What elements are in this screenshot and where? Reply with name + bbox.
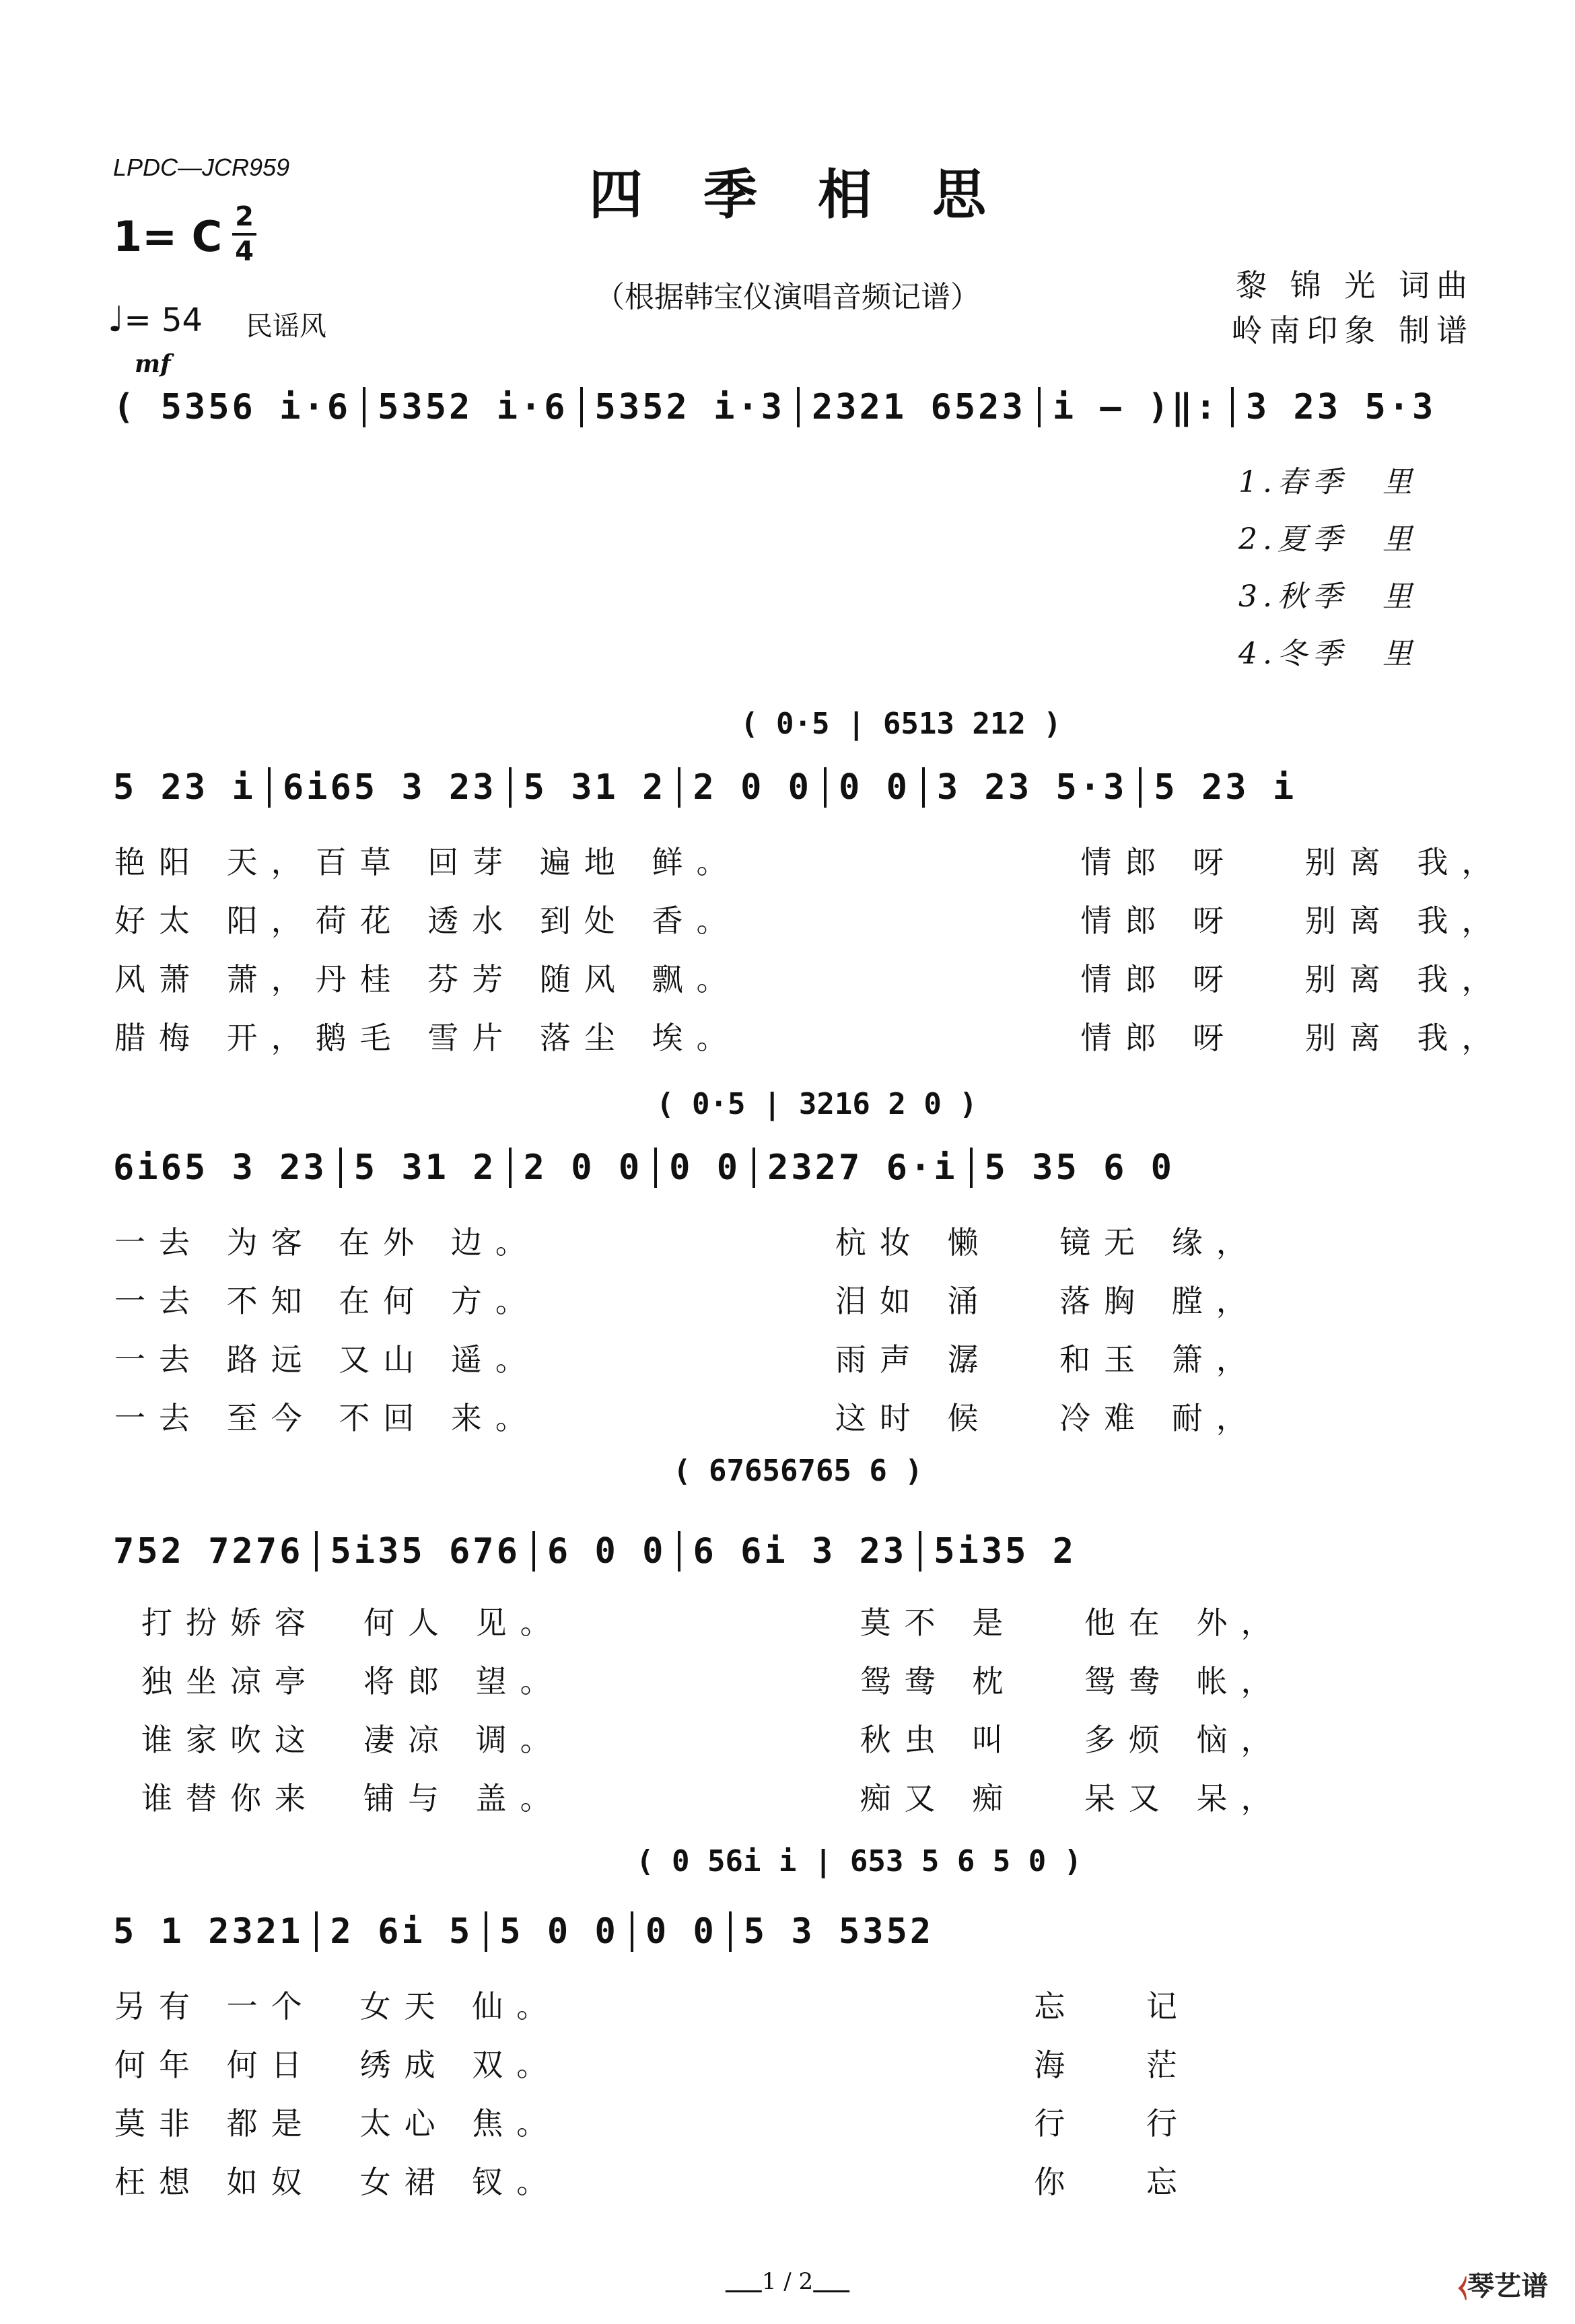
measure: i – )‖:: [1041, 387, 1234, 427]
measure: 5352 i·6: [365, 387, 582, 427]
measure: 2 6i 5: [318, 1911, 487, 1952]
measure: 2 0 0: [512, 1148, 658, 1188]
measure: 0 0: [633, 1911, 732, 1952]
measure: 6i65 3 23: [271, 767, 512, 808]
verse-label: 4.冬季 里: [1238, 637, 1418, 671]
lyric-line: 腊梅 开，鹅毛 雪片 落尘 埃。 情郎 呀 别离 我，: [114, 1020, 1506, 1056]
style-marking: 民谣风: [246, 311, 326, 342]
measure: 3 23 5·3: [925, 767, 1142, 808]
page-number-text: 1 / 2: [761, 2268, 814, 2295]
lyric-line: 艳阳 天，百草 回芽 遍地 鲜。 情郎 呀 别离 我，: [114, 844, 1506, 880]
measure: 6 0 0: [535, 1531, 681, 1572]
measure: 2327 6·i: [755, 1148, 972, 1188]
page-title: 四季相思: [589, 163, 1047, 226]
measure: 3 23 5·3: [1245, 387, 1436, 427]
logo-text: 琴艺谱: [1467, 2271, 1548, 2302]
interlude: ( 0·5 | 3216 2 0 ): [656, 1087, 977, 1121]
measure: 6 6i 3 23: [680, 1531, 921, 1572]
measure: 5 35 6 0: [984, 1148, 1175, 1188]
measure: 6i65 3 23: [101, 1148, 342, 1188]
lyric-line: 莫非 都是 太心 焦。 行 行: [114, 2105, 1191, 2142]
staff-system-1: [101, 387, 1488, 427]
measure: 5 31 2: [342, 1148, 512, 1188]
credit-transcriber: 岭南印象 制谱: [1231, 312, 1474, 349]
measure: 0 0: [827, 767, 925, 808]
lyric-line: 一去 路远 又山 遥。 雨声 潺 和玉 箫，: [114, 1341, 1261, 1378]
measure: 752 7276: [101, 1531, 318, 1572]
logo-mark-icon: ⧼: [1458, 2271, 1467, 2302]
measure: 5 3 5352: [743, 1911, 934, 1952]
lyric-line: 一去 至今 不回 来。 这时 候 冷难 耐，: [114, 1400, 1261, 1436]
measure: 2 0 0: [680, 767, 827, 808]
measure: ( 5356 i·6: [101, 387, 365, 427]
lyric-line: 一去 为客 在外 边。 杭妆 懒 镜无 缘，: [114, 1224, 1261, 1261]
tempo-value: = 54: [124, 302, 203, 339]
credit-lyricist: 黎 锦 光 词曲: [1236, 267, 1474, 304]
interlude: ( 67656765 6 ): [673, 1454, 923, 1488]
measure: 2321 6523: [800, 387, 1041, 427]
staff-system-3: [101, 1148, 1488, 1188]
lyric-line: 何年 何日 绣成 双。 海 茫: [114, 2047, 1191, 2083]
measure: 5i35 676: [318, 1531, 534, 1572]
lyric-line: 一去 不知 在何 方。 泪如 涌 落胸 膛，: [114, 1283, 1261, 1319]
lyric-line: 谁替你来 铺与 盖。 痴又 痴 呆又 呆，: [141, 1780, 1286, 1817]
measure: 5 0 0: [487, 1911, 633, 1952]
key-signature: 1= C: [113, 212, 223, 261]
staff-system-4: [101, 1531, 1488, 1572]
verse-label: 3.秋季 里: [1238, 579, 1418, 614]
time-signature-bottom: 4: [235, 236, 254, 267]
measure: 5 31 2: [512, 767, 681, 808]
lyric-line: 风萧 萧，丹桂 芬芳 随风 飘。 情郎 呀 别离 我，: [114, 961, 1506, 997]
lyric-line: 打扮娇容 何人 见。 莫不 是 他在 外，: [141, 1605, 1286, 1641]
measure: 5i35 2: [934, 1531, 1077, 1572]
lyric-line: 独坐凉亭 将郎 望。 鸳鸯 枕 鸳鸯 帐，: [141, 1663, 1286, 1699]
measure: 5 23 i: [101, 767, 271, 808]
measure: 5352 i·3: [583, 387, 800, 427]
measure: 5 23 i: [1154, 767, 1297, 808]
staff-system-5: [101, 1911, 1488, 1952]
brand-logo: [1458, 2265, 1548, 2303]
lyric-line: 枉想 如奴 女裙 钗。 你 忘: [114, 2164, 1191, 2200]
lyric-line: 好太 阳，荷花 透水 到处 香。 情郎 呀 别离 我，: [114, 903, 1506, 939]
time-signature-top: 2: [235, 201, 254, 232]
quarter-note-icon: ♩: [108, 300, 125, 340]
page-number: [0, 2268, 1575, 2295]
time-signature: [232, 202, 256, 267]
dynamic-marking: mf: [135, 350, 171, 378]
verse-label: 2.夏季 里: [1238, 522, 1418, 557]
lyric-line: 另有 一个 女天 仙。 忘 记: [114, 1988, 1191, 2024]
score-code: LPDC—JCR959: [113, 153, 290, 181]
measure: 0 0: [657, 1148, 755, 1188]
tempo-marking: [108, 300, 203, 340]
verse-label: 1.春季 里: [1238, 465, 1418, 499]
staff-system-2: [101, 767, 1488, 808]
subtitle: （根据韩宝仪演唱音频记谱）: [595, 280, 980, 314]
lyric-line: 谁家吹这 凄凉 调。 秋虫 叫 多烦 恼，: [141, 1722, 1286, 1758]
measure: 5 1 2321: [101, 1911, 318, 1952]
interlude: ( 0·5 | 6513 212 ): [740, 707, 1061, 741]
interlude: ( 0 56i i | 653 5 6 5 0 ): [636, 1844, 1082, 1878]
